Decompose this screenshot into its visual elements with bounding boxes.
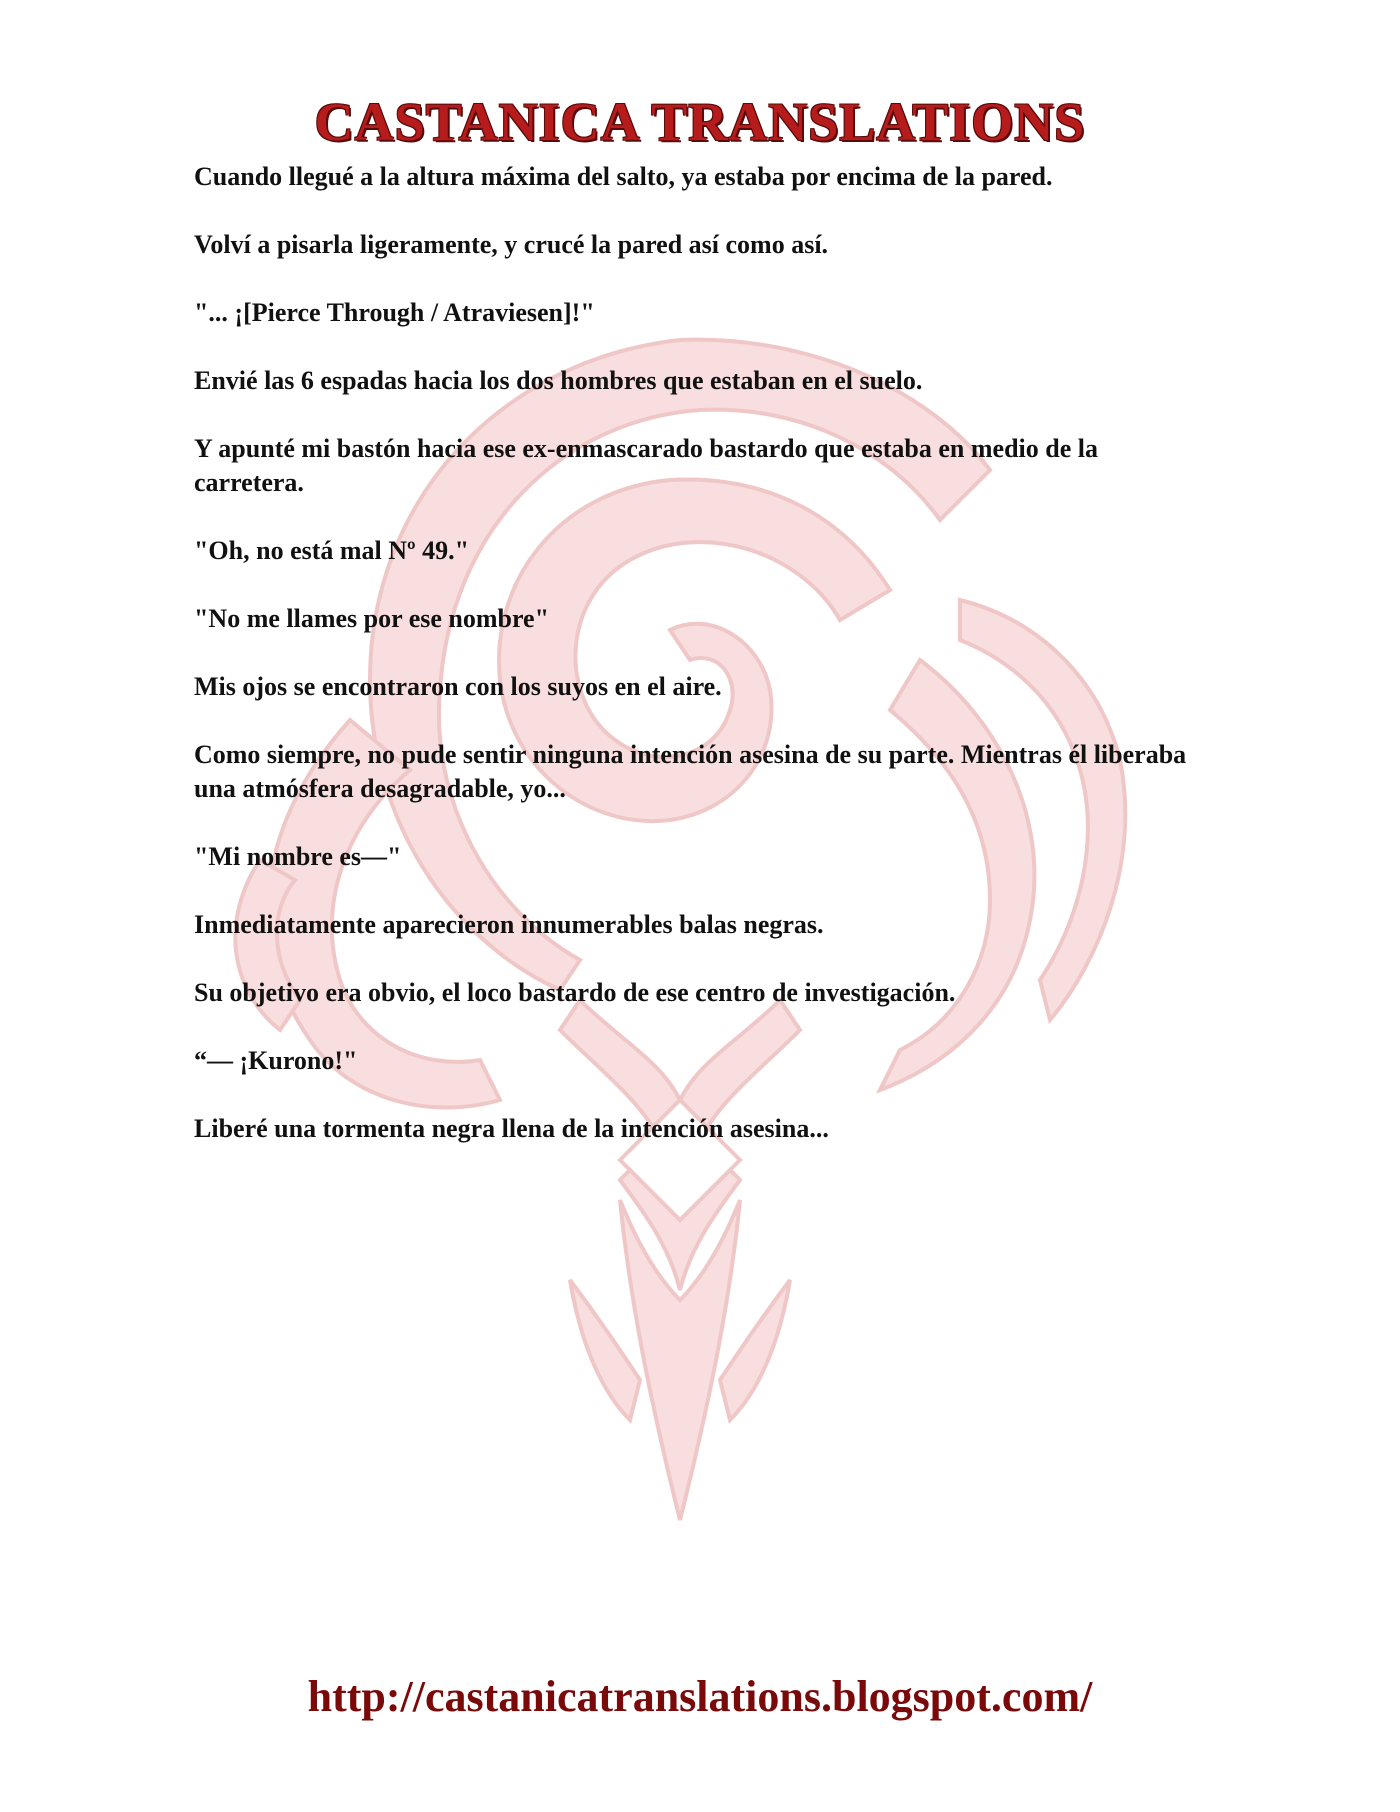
paragraph: "No me llames por ese nombre" <box>194 604 550 633</box>
paragraph: "... ¡[Pierce Through / Atraviesen]!" <box>194 298 595 327</box>
paragraph: Mis ojos se encontraron con los suyos en el aire. <box>194 672 722 701</box>
paragraph: “— ¡Kurono!" <box>194 1046 358 1075</box>
page-title: CASTANICA TRANSLATIONS <box>314 92 1086 152</box>
document-body <box>194 160 1214 1180</box>
paragraph: Cuando llegué a la altura máxima del salto, ya estaba por encima de la pared. <box>194 162 1053 191</box>
footer-url-link[interactable]: http://castanicatranslations.blogspot.com/ <box>307 1672 1093 1721</box>
paragraph: "Oh, no está mal Nº 49." <box>194 536 470 565</box>
paragraph: "Mi nombre es—" <box>194 842 402 871</box>
paragraph: Su objetivo era obvio, el loco bastardo de ese centro de investigación. <box>194 978 956 1007</box>
paragraph: Liberé una tormenta negra llena de la intención asesina... <box>194 1114 829 1143</box>
paragraph: Volví a pisarla ligeramente, y crucé la pared así como así. <box>194 230 829 259</box>
paragraph: Inmediatamente aparecieron innumerables balas negras. <box>194 910 824 939</box>
paragraph: Y apunté mi bastón hacia ese ex-enmascarado bastardo que estaba en medio de la carretera. <box>194 434 1098 497</box>
paragraph: Envié las 6 espadas hacia los dos hombres que estaban en el suelo. <box>194 366 923 395</box>
paragraph: Como siempre, no pude sentir ninguna intención asesina de su parte. Mientras él liberaba una atmósfera desagradable, yo... <box>194 740 1187 803</box>
